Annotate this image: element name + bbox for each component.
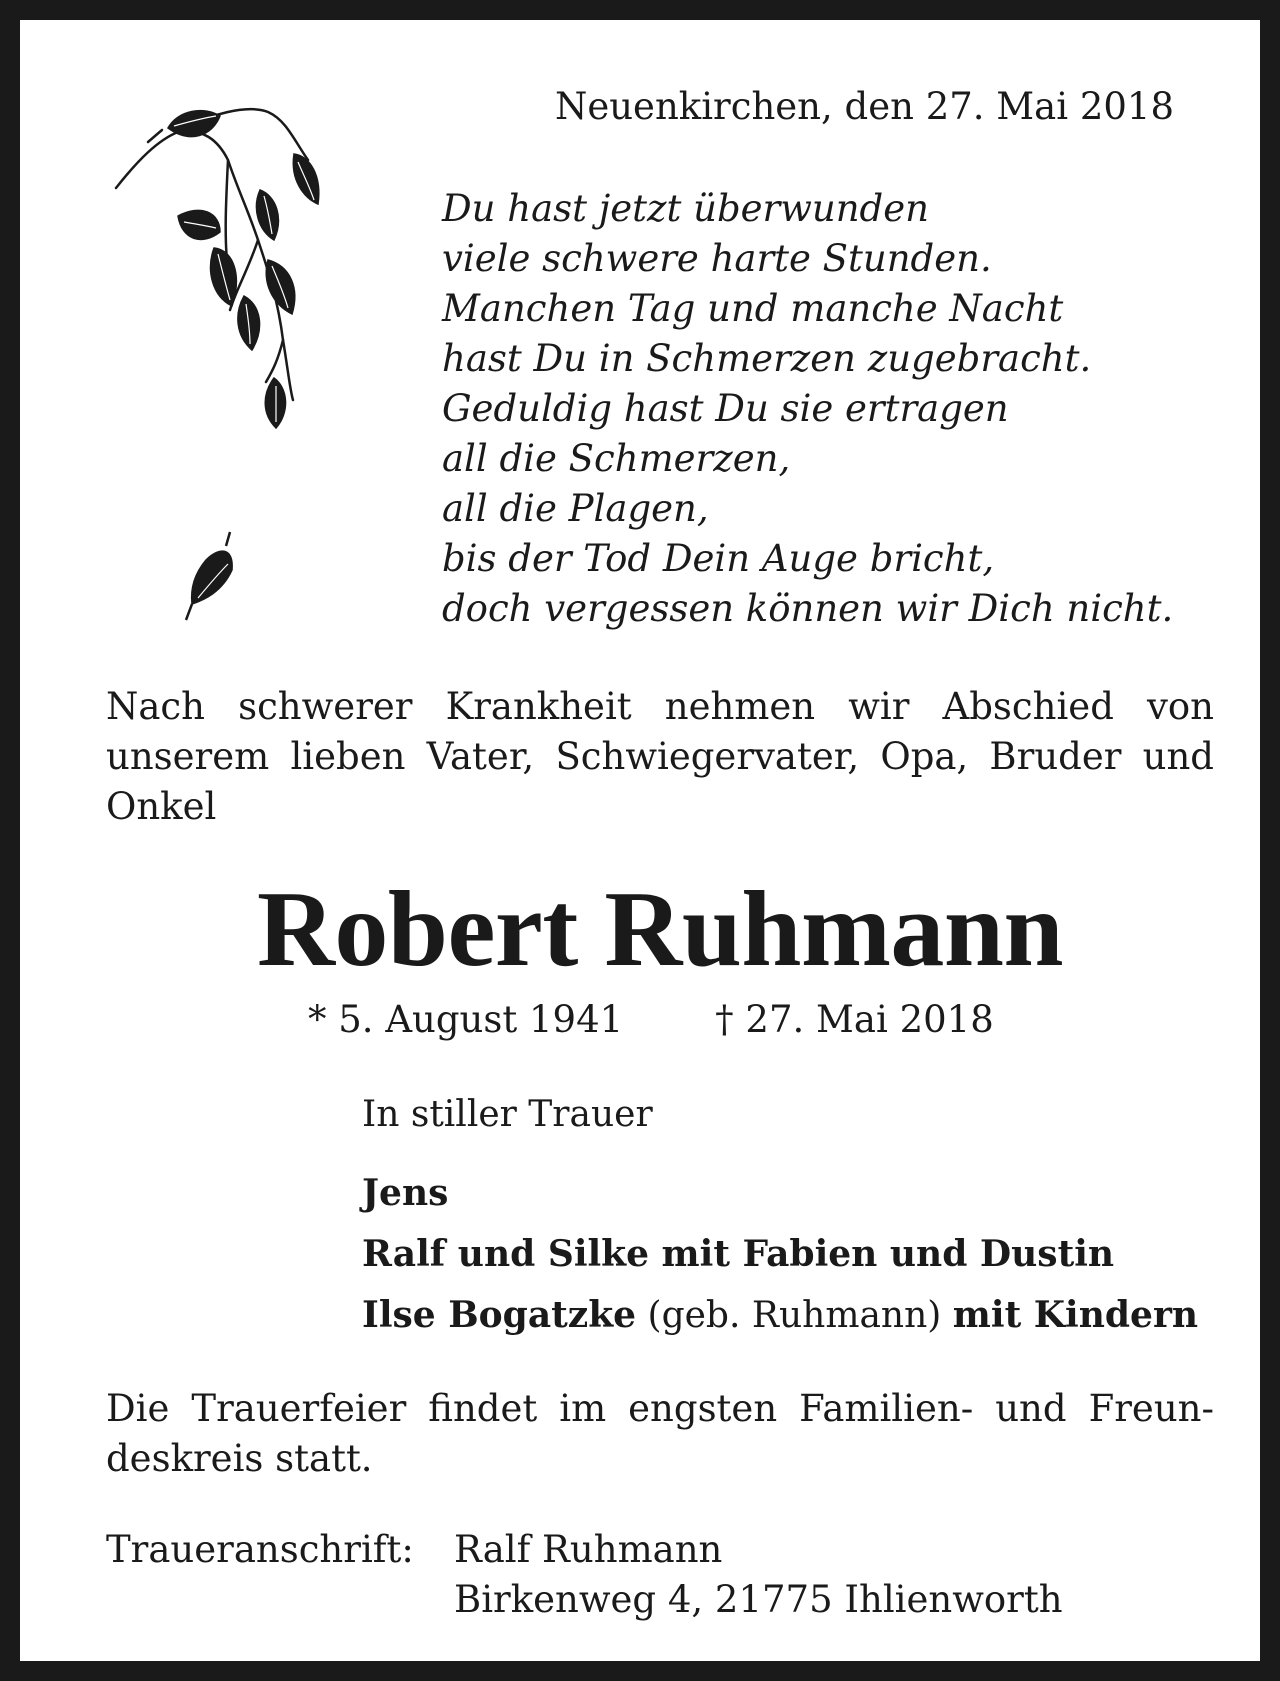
mourner-row [362, 1224, 1198, 1285]
ceremony-text [106, 1384, 1214, 1484]
address-label: Traueranschrift: [106, 1528, 414, 1571]
poem-line: hast Du in Schmerzen zugebracht. [442, 337, 1092, 380]
maiden-name-note: (geb. Ruhmann) [636, 1295, 953, 1336]
intro-line: Onkel [106, 785, 217, 828]
mourner-name: Jens [362, 1172, 449, 1214]
leaf-branch-icon [108, 100, 368, 680]
address-name: Ralf Ruhmann [454, 1528, 723, 1571]
poem-line: doch vergessen können wir Dich nicht. [442, 587, 1174, 630]
mourners-list [362, 1163, 1198, 1346]
place-date: Neuenkirchen, den 27. Mai 2018 [554, 85, 1174, 128]
intro-line: unserem lieben Vater, Schwiegervater, Opa, Bruder und [106, 735, 1214, 778]
poem-line: all die Plagen, [442, 487, 709, 530]
poem-line: Manchen Tag und manche Nacht [442, 287, 1064, 330]
intro-line: Nach schwerer Krankheit nehmen wir Abschied von [106, 685, 1214, 728]
mourner-name: mit Kindern [952, 1294, 1199, 1336]
poem-line: Du hast jetzt überwunden [442, 187, 929, 230]
address-street: Birkenweg 4, 21775 Ihlienworth [454, 1578, 1063, 1621]
birth-date: * 5. August 1941 [308, 998, 624, 1041]
poem [442, 184, 1173, 634]
mourner-name: Ralf und Silke mit Fabien und Dustin [362, 1233, 1115, 1275]
poem-line: viele schwere harte Stunden. [442, 237, 992, 280]
poem-line: Geduldig hast Du sie ertragen [442, 387, 1009, 430]
ceremony-line: deskreis statt. [106, 1437, 373, 1480]
poem-line: bis der Tod Dein Auge bricht, [442, 537, 995, 580]
mourning-address [454, 1525, 1063, 1625]
ceremony-line: Die Trauerfeier findet im engsten Familien- und Freun- [106, 1387, 1214, 1430]
deceased-name: Robert Ruhmann [256, 870, 1064, 989]
intro-text [106, 682, 1214, 832]
mourner-name: Ilse Bogatzke [362, 1294, 637, 1336]
mourning-heading: In stiller Trauer [362, 1094, 653, 1135]
life-dates [308, 995, 994, 1045]
death-date: † 27. Mai 2018 [715, 998, 994, 1041]
mourner-row [362, 1285, 1198, 1346]
poem-line: all die Schmerzen, [442, 437, 791, 480]
mourner-row [362, 1163, 1198, 1224]
